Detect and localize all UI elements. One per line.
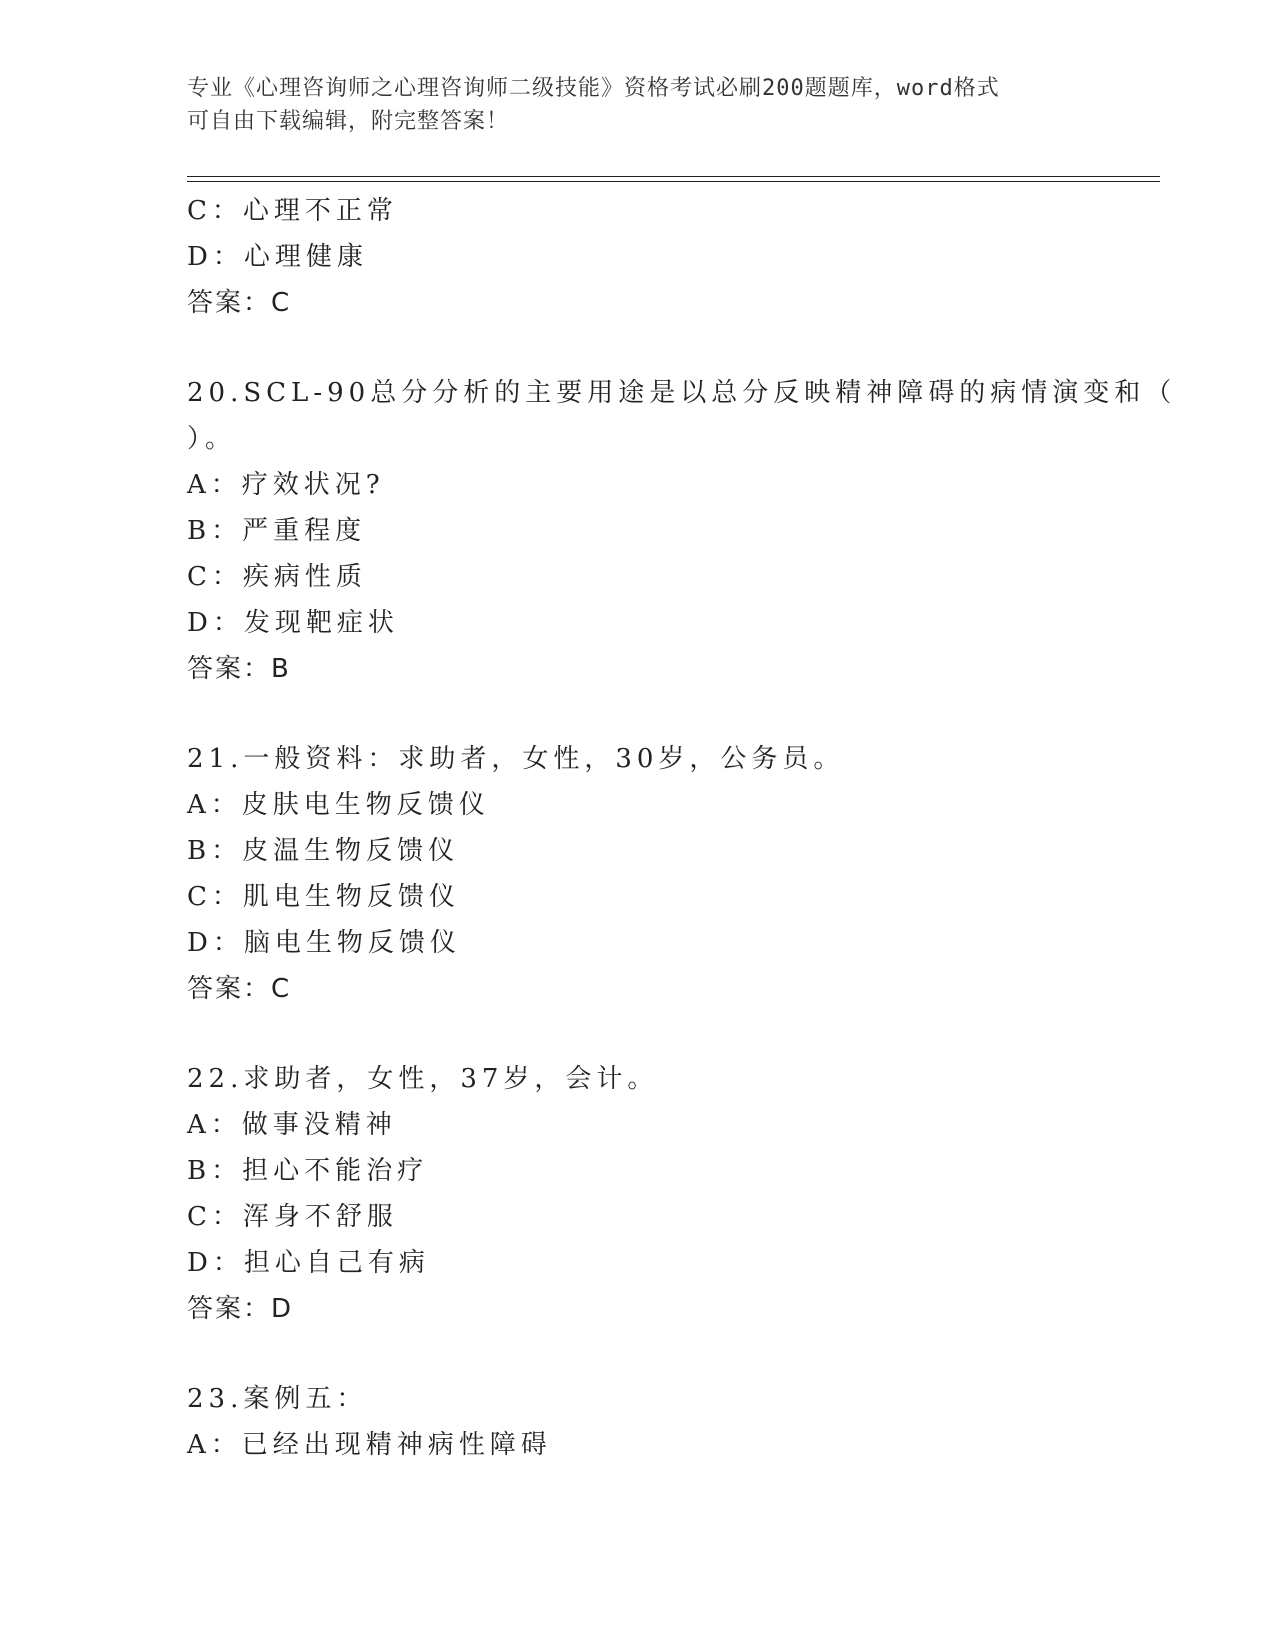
header-line-2: 可自由下载编辑，附完整答案！ bbox=[187, 109, 510, 134]
option-d: D：心理健康 bbox=[187, 242, 368, 272]
option-b: B：严重程度 bbox=[187, 516, 367, 546]
option-d: D：发现靶症状 bbox=[187, 608, 399, 638]
option-b: B：皮温生物反馈仪 bbox=[187, 836, 460, 866]
option-c: C：肌电生物反馈仪 bbox=[187, 882, 460, 912]
question-stem: 20.SCL-90总分分析的主要用途是以总分反映精神障碍的病情演变和（ bbox=[187, 378, 1177, 408]
question-21 bbox=[187, 736, 1107, 1012]
answer: 答案：B bbox=[187, 654, 291, 684]
option-c: C：心理不正常 bbox=[187, 196, 398, 226]
option-b: B：担心不能治疗 bbox=[187, 1156, 429, 1186]
option-c: C：疾病性质 bbox=[187, 562, 367, 592]
question-list bbox=[187, 188, 1177, 1468]
header-divider-bottom bbox=[187, 181, 1160, 182]
question-stem: ）。 bbox=[187, 424, 237, 454]
option-a: A：疗效状况? bbox=[187, 470, 385, 500]
answer: 答案：D bbox=[187, 1294, 294, 1324]
header-line-1: 专业《心理咨询师之心理咨询师二级技能》资格考试必刷200题题库，word格式 bbox=[187, 76, 1000, 101]
question-stem: 21.一般资料：求助者，女性，30岁，公务员。 bbox=[187, 744, 845, 774]
header-divider-top bbox=[187, 176, 1160, 177]
question-stem: 23.案例五： bbox=[187, 1384, 368, 1414]
answer: 答案：C bbox=[187, 974, 292, 1004]
question-stem: 22.求助者，女性，37岁，会计。 bbox=[187, 1064, 659, 1094]
question-23 bbox=[187, 1376, 1107, 1468]
option-c: C：浑身不舒服 bbox=[187, 1202, 398, 1232]
option-a: A：皮肤电生物反馈仪 bbox=[187, 790, 490, 820]
answer: 答案：C bbox=[187, 288, 292, 318]
question-22 bbox=[187, 1056, 1107, 1332]
option-a: A：做事没精神 bbox=[187, 1110, 397, 1140]
document-header bbox=[187, 72, 1067, 138]
option-d: D：担心自己有病 bbox=[187, 1248, 430, 1278]
option-d: D：脑电生物反馈仪 bbox=[187, 928, 461, 958]
question-20 bbox=[187, 370, 1177, 692]
option-a: A：已经出现精神病性障碍 bbox=[187, 1430, 552, 1460]
